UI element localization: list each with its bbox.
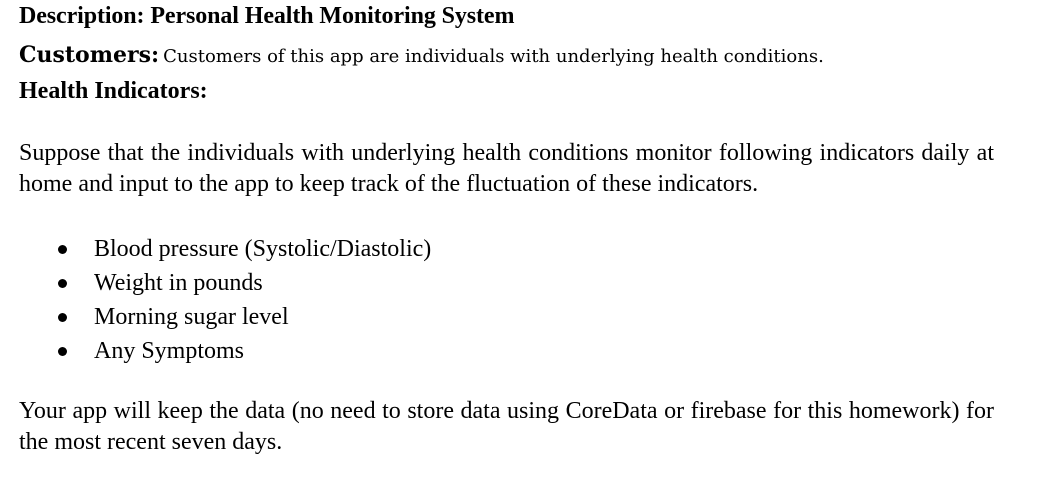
list-item-text: Any Symptoms — [94, 338, 245, 364]
list-item — [19, 334, 431, 368]
indicator-list — [19, 232, 431, 368]
list-item — [19, 300, 431, 334]
health-indicators-heading: Health Indicators: — [19, 78, 208, 104]
customers-label: Customers: — [19, 42, 160, 68]
customers-description: Customers of this app are individuals with underlying health conditions. — [163, 46, 824, 67]
list-item — [19, 266, 431, 300]
customers-line — [19, 42, 824, 68]
list-item-text: Weight in pounds — [94, 270, 263, 296]
list-item — [19, 232, 431, 266]
intro-paragraph: Suppose that the individuals with underlying health conditions monitor following indicators daily at home and input to the app to keep track of the fluctuation of these indicators. — [19, 140, 994, 197]
list-item-text: Blood pressure (Systolic/Diastolic) — [94, 236, 432, 262]
document-title: Description: Personal Health Monitoring System — [19, 3, 515, 29]
list-item-text: Morning sugar level — [94, 304, 289, 330]
closing-paragraph: Your app will keep the data (no need to store data using CoreData or firebase for this homework) for the most recent seven days. — [19, 398, 994, 455]
bullet-icon — [58, 313, 67, 322]
bullet-icon — [58, 245, 67, 254]
bullet-icon — [58, 279, 67, 288]
bullet-icon — [58, 347, 67, 356]
